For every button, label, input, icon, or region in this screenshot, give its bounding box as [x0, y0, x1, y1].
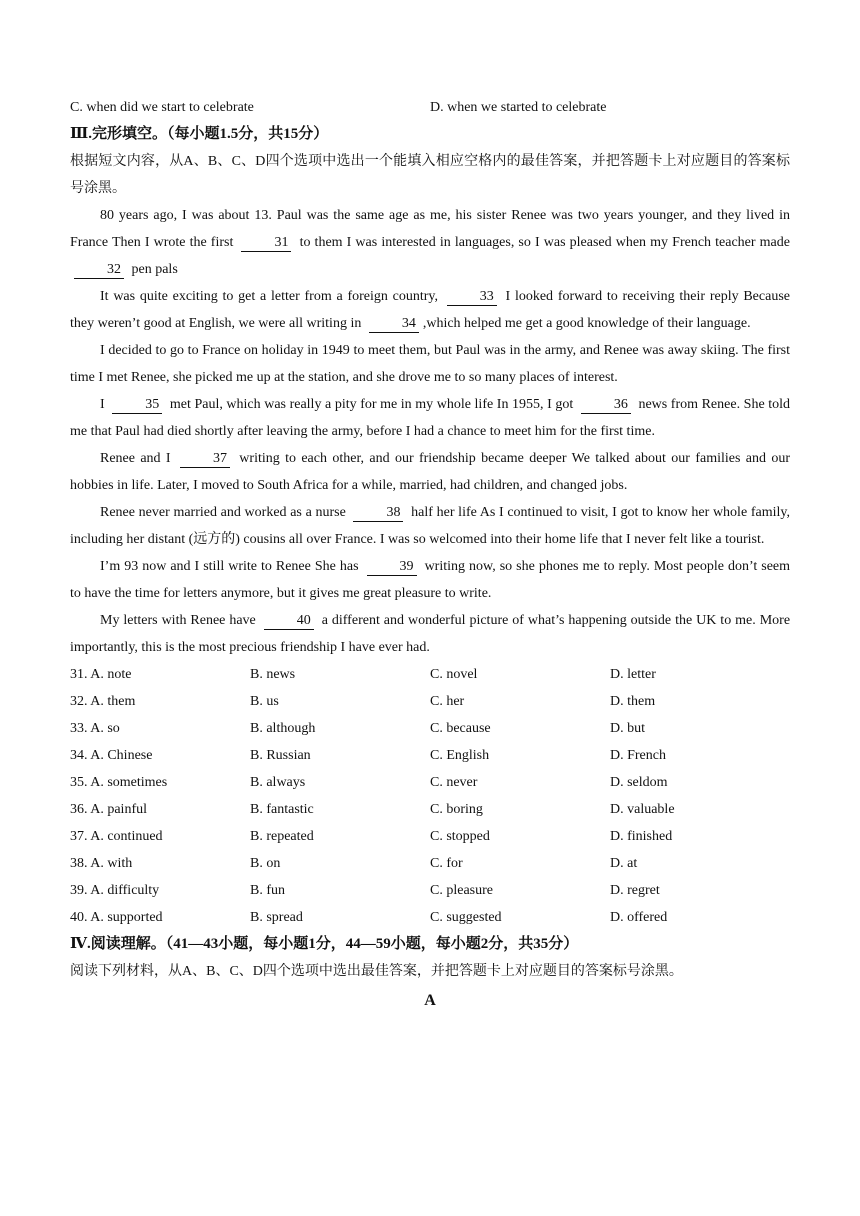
option-c: C. boring — [430, 802, 483, 817]
paragraph-text: I’m 93 now and I still write to Renee She has — [100, 559, 359, 574]
option-a: 39. A. difficulty — [70, 883, 160, 898]
options-row-33 — [70, 715, 790, 742]
option-a: 40. A. supported — [70, 910, 163, 925]
previous-question-options — [70, 94, 790, 121]
option-c: C. suggested — [430, 910, 502, 925]
option-b: B. always — [250, 775, 306, 790]
option-b: B. fantastic — [250, 802, 314, 817]
option-d: D. at — [610, 856, 638, 871]
blank-35: 35 — [112, 396, 162, 414]
passage-paragraph-5 — [70, 445, 790, 499]
option-b: B. Russian — [250, 748, 311, 763]
option-b: B. spread — [250, 910, 303, 925]
option-b: B. repeated — [250, 829, 314, 844]
passage-paragraph-1 — [70, 202, 790, 283]
option-d: D. valuable — [610, 802, 675, 817]
paragraph-text: writing now, so she phones me to reply. Most people don’t seem to have the time for letters anymore, but it gives me great pleasure to write. — [70, 559, 791, 601]
option-b: B. on — [250, 856, 281, 871]
paragraph-text: a different and wonderful picture of what’s happening outside the UK to me. More importantly, this is the most precious friendship I have ever had. — [70, 613, 791, 655]
paragraph-text: It was quite exciting to get a letter from a foreign country, — [100, 289, 438, 304]
paragraph-text: My letters with Renee have — [100, 613, 256, 628]
options-row-32 — [70, 688, 790, 715]
passage-paragraph-6 — [70, 499, 790, 553]
option-b: B. fun — [250, 883, 285, 898]
option-c: C. her — [430, 694, 465, 709]
paragraph-text: Renee never married and worked as a nurse — [100, 505, 346, 520]
options-row-37 — [70, 823, 790, 850]
option-d: D. them — [610, 694, 656, 709]
option-c: C. novel — [430, 667, 478, 682]
section-4-title: Ⅳ.阅读理解。（41—43小题，每小题1分，44—59小题，每小题2分，共35分） — [70, 936, 579, 952]
option-d: D. offered — [610, 910, 668, 925]
option-b: B. us — [250, 694, 279, 709]
passage-paragraph-2 — [70, 283, 790, 337]
option-c: C. stopped — [430, 829, 490, 844]
paragraph-text: 80 years ago, I was about 13. Paul was the same age as me, his sister Renee was two years younger, and they lived in France Then I wrote the first — [70, 208, 790, 250]
paragraph-text: Renee and I — [100, 451, 171, 466]
section-3-title: Ⅲ.完形填空。（每小题1.5分，共15分） — [70, 126, 329, 142]
blank-38: 38 — [353, 504, 403, 522]
option-c: C. for — [430, 856, 463, 871]
blank-39: 39 — [367, 558, 417, 576]
option-a: 35. A. sometimes — [70, 775, 168, 790]
option-b: B. news — [250, 667, 296, 682]
option-a: 33. A. so — [70, 721, 120, 736]
paragraph-text: half her life As I continued to visit, I got to know her whole family, including her distant (远方的) cousins all over France. I was so welcomed into their home life that I never felt like a tourist. — [70, 505, 790, 547]
passage-paragraph-4 — [70, 391, 790, 445]
section-3-instruction: 根据短文内容，从A、B、C、D四个选项中选出一个能填入相应空格内的最佳答案，并把答题卡上对应题目的答案标号涂黑。 — [70, 154, 790, 196]
passage-paragraph-3: I decided to go to France on holiday in 1949 to meet them, but Paul was in the army, and Renee was away skiing. The first time I met Renee, she picked me up at the station, and she drove me to so many places of interest. — [70, 343, 790, 385]
paragraph-text: news from Renee. She told me that Paul had died shortly after leaving the army, before I had a chance to meet him for the first time. — [70, 397, 791, 439]
option-a: 34. A. Chinese — [70, 748, 153, 763]
options-row-40 — [70, 904, 790, 931]
option-c: C. because — [430, 721, 491, 736]
paragraph-text: I — [100, 397, 105, 412]
option-d: D. regret — [610, 883, 660, 898]
answer-options-list — [70, 661, 790, 931]
blank-34: 34 — [369, 315, 419, 333]
blank-32: 32 — [74, 261, 124, 279]
paragraph-text: ,which helped me get a good knowledge of their language. — [422, 316, 751, 331]
options-row-39 — [70, 877, 790, 904]
blank-40: 40 — [264, 612, 314, 630]
blank-33: 33 — [447, 288, 497, 306]
passage-paragraph-7 — [70, 553, 790, 607]
options-row-36 — [70, 796, 790, 823]
paragraph-text: writing to each other, and our friendship became deeper We talked about our families and our hobbies in life. Later, I moved to South Africa for a while, married, had children, and changed jobs. — [70, 451, 791, 493]
option-c: C. English — [430, 748, 490, 763]
section-4-instruction: 阅读下列材料，从A、B、C、D四个选项中选出最佳答案，并把答题卡上对应题目的答案标号涂黑。 — [70, 964, 683, 979]
option-a: 32. A. them — [70, 694, 136, 709]
options-row-31 — [70, 661, 790, 688]
option-a: 37. A. continued — [70, 829, 163, 844]
option-d: D. letter — [610, 667, 656, 682]
option-a: 38. A. with — [70, 856, 133, 871]
blank-36: 36 — [581, 396, 631, 414]
options-row-35 — [70, 769, 790, 796]
option-d: D. when we started to celebrate — [430, 100, 607, 115]
option-c: C. never — [430, 775, 478, 790]
option-c: C. when did we start to celebrate — [70, 100, 254, 115]
reading-part-label: A — [424, 992, 436, 1009]
paragraph-text: pen pals — [131, 262, 178, 277]
option-d: D. finished — [610, 829, 673, 844]
blank-31: 31 — [241, 234, 291, 252]
paragraph-text: met Paul, which was really a pity for me in my whole life In 1955, I got — [169, 397, 574, 412]
blank-37: 37 — [180, 450, 230, 468]
options-row-38 — [70, 850, 790, 877]
passage-paragraph-8 — [70, 607, 790, 661]
option-d: D. but — [610, 721, 645, 736]
option-b: B. although — [250, 721, 316, 736]
paragraph-text: I looked forward to receiving their reply Because they weren’t good at English, we were all writing in — [70, 289, 790, 331]
option-a: 36. A. painful — [70, 802, 147, 817]
exam-page — [70, 94, 790, 1014]
options-row-34 — [70, 742, 790, 769]
option-d: D. seldom — [610, 775, 668, 790]
option-c: C. pleasure — [430, 883, 493, 898]
option-a: 31. A. note — [70, 667, 132, 682]
paragraph-text: to them I was interested in languages, so I was pleased when my French teacher made — [299, 235, 790, 250]
option-d: D. French — [610, 748, 666, 763]
